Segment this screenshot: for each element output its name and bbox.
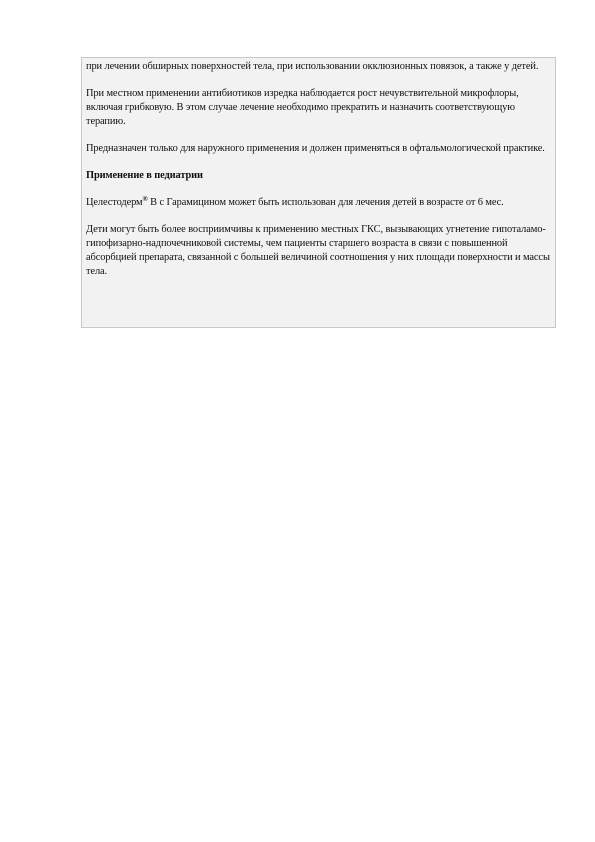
paragraph-children-sensitivity: Дети могут быть более восприимчивы к применению местных ГКС, вызывающих угнетение гипоталамо-гипофизарно-надпочечниковой системы, чем пациенты старшего возраста в связи с повышенной абсорбцией препарата, связанной с большей величиной соотношения у них площади поверхности и массы тела. [86,224,550,277]
text-block [81,57,556,328]
paragraph-external-use: Предназначен только для наружного применения и должен применяться в офтальмологической практике. [86,143,545,154]
registered-mark: ® [142,195,148,203]
pediatric-use-text: В с Гарамицином может быть использован для лечения детей в возрасте от 6 мес. [147,197,504,208]
paragraph-pediatric-use [86,196,550,210]
paragraph-precautions: при лечении обширных поверхностей тела, при использовании окклюзионных повязок, а также у детей. [86,61,539,72]
brand-name: Целестодерм [86,197,143,208]
section-heading-pediatrics: Применение в педиатрии [86,170,203,181]
paragraph-antibiotics: При местном применении антибиотиков изредка наблюдается рост нечувствительной микрофлоры, включая грибковую. В этом случае лечение необходимо прекратить и назначить соответствующую терапию. [86,88,519,127]
